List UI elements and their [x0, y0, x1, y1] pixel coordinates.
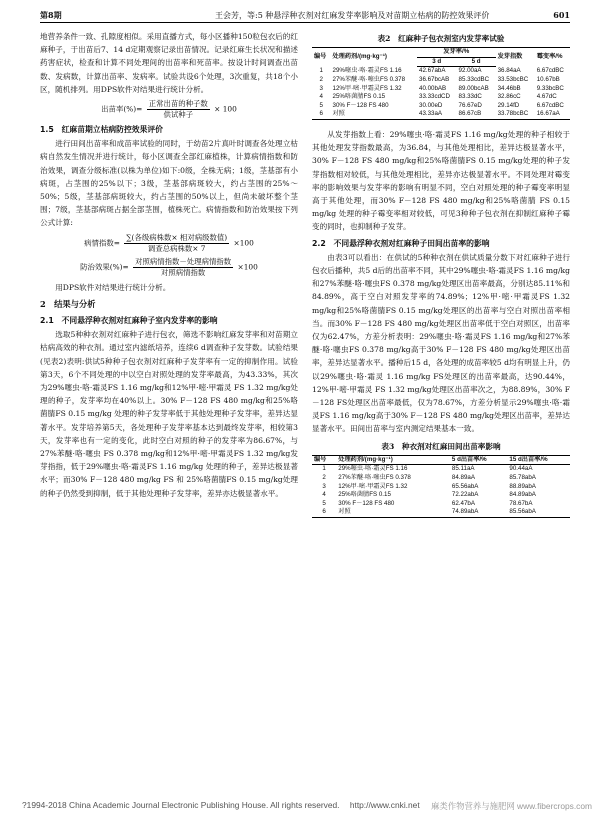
table-header-cell: 编号 [312, 48, 331, 67]
section-heading: 2.2 不同悬浮种衣剂对红麻种子田间出苗率的影响 [312, 238, 490, 248]
right-column [312, 30, 570, 518]
table-cell: 27%苯醚·咯·噻虫FS 0.378 [338, 474, 411, 482]
formula-denominator: 对照病情指数 [160, 267, 206, 277]
paragraph: 从发芽指数上看：29%噻虫·咯·霜灵FS 1.16 mg/kg处理的种子相较于其他处理发芽指数最高，为36.84，与其他处理相比，差异达极显著水平，30% F－128 FS 480 mg/kg和25%咯菌腈FS 0.15 mg/kg处理的种子发芽指数相对较低，与其他处理相比，差异亦达极显著水平。不同处理对霉变率的影响效果与发芽率的影响有明显不同，空白对照处理的种子霉变率明显高于其他处理，而30% F－128 FS 480 mg/kg和25%咯菌腈 FS 0.15 mg/kg 处理的种子霉变率相对较低，可见3种种子包衣剂在抑制红麻种子霉变的同时，也抑制种子发芽。 [312, 129, 570, 232]
table-cell: 36.84aA [497, 67, 521, 75]
formula-lhs: 出苗率(%)= [101, 104, 143, 114]
table-cell: 33.78bcBC [496, 110, 535, 119]
table-cell: 92.00aA [458, 67, 482, 75]
formula-numerator: 正常出苗的种子数 [148, 99, 208, 109]
table-cell: 86.67cB [457, 110, 496, 119]
table-cell: 33.53bcBC [497, 75, 529, 83]
table-cell: 30% F－128 FS 480 [332, 101, 389, 109]
table-cell: 84.89aA [451, 474, 475, 482]
table-cell: 6.67cdBC [536, 101, 564, 109]
table-cell: 89.00bcAB [458, 84, 489, 92]
field-emergence-table [312, 455, 570, 518]
section-heading: 2.1 不同悬浮种衣剂对红麻种子室内发芽率的影响 [40, 316, 218, 326]
paragraph: 由表3可以看出：在供试的5种种衣剂在供试质量分数下对红麻种子进行包衣后播种，共5 d后的出苗率不同，其中29%噻虫·咯·霜灵FS 1.16 mg/kg和27%苯醚·咯·噻虫FS 0.378 mg/kg处理区出苗率最高，分别达85.11%和84.89%，高于空白对照发芽率的74.89%；12%甲·嘧·甲霜灵FS 1.32 mg/kg和25%咯菌腈FS 0.15 mg/kg处理区的出苗率与空白对照出苗率相当。而30% F－128 FS 480 mg/kg处理区出苗率低于空白对照区，出苗率仅为62.47%，方差分析表明：29%噻虫·咯·霜灵FS 1.16 mg/kg和27%苯醚·咯·噻虫FS 0.378 mg/kg高于30% F－128 FS 480 mg/kg处理区出苗率，差异达显著水平。播种后15 d，各处理的成苗率较5 d均有明显上升，仍以29%噻虫·咯·霜灵 1.16 mg/kg FS处理区的出苗率最高，达90.44%，12%甲·嘧·甲霜灵 FS 1.32 mg/kg处理区出苗率次之，为88.89%，30% F－128 FS处理区出苗率最低，仅为78.67%，方差分析显示29%噻虫·咯·霜灵FS 1.16 mg/kg高于30% F－128 FS 480 mg/kg处理区出苗率，差异达显著水平。田间出苗率与室内测定结果基本一致。 [312, 252, 570, 434]
table-cell: 62.47bA [451, 499, 475, 507]
table-cell: 83.33dC [458, 93, 482, 101]
table-cell: 33.33cdCD [419, 93, 450, 101]
table-cell: 90.44aA [509, 465, 533, 473]
table-cell: 34.46bB [497, 84, 521, 92]
section-heading: 2 结果与分析 [40, 298, 96, 309]
table-cell: 27%苯醚·咯·噻虫FS 0.378 [332, 75, 406, 83]
table-row [312, 465, 570, 474]
footer-url[interactable]: http://www.cnki.net [349, 800, 420, 810]
table-cell: 29%噻虫·咯·霜灵FS 1.16 [332, 67, 402, 75]
disease-index-formula [40, 233, 298, 254]
table-cell: 74.89abA [450, 508, 507, 517]
table-cell: 30% F－128 FS 480 [338, 499, 395, 507]
formula-multiplier: ×100 [237, 262, 258, 272]
table-cell: 4.67dC [536, 93, 557, 101]
formula-fraction [124, 233, 229, 254]
table-header-cell: 5 d出苗率/% [450, 455, 507, 465]
formula-denominator: 供试种子 [163, 110, 194, 120]
table-cell: 40.00bAB [419, 84, 447, 92]
paragraph: 进行田间出苗率和成苗率试验的同时，于幼苗2片真叶时调查各处理立枯病自然发生情况并进行统计，每小区调查全部红麻植株，计算病情指数和防治效果，调查分级标准(以株为单位)如下:0级，全株无病；1级，茎基部有小病斑，占茎围的25%以下；3级，茎基部病斑较大，约占茎围的25%～50%；5级，茎基部病斑较大，约占茎围的50%以上，但尚未破坏整个茎围；7级，茎基部病斑占据全部茎围，植株死亡。病情指数和防治效果按下列公式计算: [40, 139, 298, 228]
table-header-cell: 编号 [312, 455, 336, 465]
table-row [312, 76, 570, 85]
table-header-cell: 3 d [417, 57, 457, 67]
paragraph: 地营养条件一致、孔隙度相似。采用直播方式，每小区播种150粒包衣后的红麻种子，于出苗后7、14 d定期观察记录出苗情况。记录红麻生长状况和描述药害症状，检查和计算不同处理间的出苗率和死苗率。按设计时间调查出苗数、发病数，计算出苗率、发病率。试验共设6个处理，3次重复，共18个小区，随机排列。用DPS软件对结果进行统计分析。 [40, 32, 298, 94]
table-header-cell: 5 d [457, 57, 496, 67]
table-header-cell: 15 d出苗率/% [507, 455, 570, 465]
table-row [312, 102, 570, 111]
formula-fraction [133, 257, 233, 278]
table-caption: 表2 红麻种子包衣剂室内发芽率试验 [377, 34, 505, 43]
formula-denominator: 调查总病株数× 7 [147, 243, 206, 253]
formula-multiplier: × 100 [214, 104, 237, 114]
table-cell: 5 [322, 499, 326, 507]
paragraph: 选取5种种衣剂对红麻种子进行包衣，筛选不影响红麻发芽率和对苗期立枯病高效的种衣剂。通过室内滤纸培养，连续6 d调查种子发芽数。试验结果(见表2)表明:供试5种种子包衣剂对红麻种子发芽率有一定的抑制作用。试验第3天，6个不同处理的中以空白对照处理的发芽率最高，为43.33%，其次为29%噻虫·咯·霜灵FS 1.16 mg/kg和12%甲·嘧·甲霜灵 FS 1.32 mg/kg处理的种子，发芽率均在40%以上。30% F－128 FS 480 mg/kg和25%咯菌腈FS 0.15 mg/kg 处理的种子发芽率低于其他处理种子发芽率，差异达显著水平。发芽培养第5天，各处理种子发芽率基本达到最终发芽率，相较第3天，发芽率也有一定的变化，此时空白对照的种子的发芽率为86.67%，与27%苯醚·咯·噻虫 FS 0.378 mg/kg和12%甲·嘧·甲霜灵FS 1.32 mg/kg发芽指指，低于29%噻虫·咯·霜灵FS 1.16 mg/kg 处理的种子，差异达极显著水平；而30% F－128 480 mg/kg FS 和 25%咯菌腈FS 0.15 mg/kg处理的种子仍然受到抑制，低于其他处理种子发芽率，差异亦达极显著水平。 [40, 330, 298, 498]
table-cell: 85.56abA [507, 508, 570, 517]
table-cell: 4 [322, 491, 326, 499]
table-cell: 76.67eD [458, 101, 482, 109]
table-cell: 12%甲·嘧·甲霜灵FS 1.32 [338, 482, 408, 490]
table-header-cell: 处理药剂/(mg·kg⁻¹) [336, 455, 450, 465]
table-cell: 32.86cC [497, 93, 521, 101]
table-cell: 16.67aA [535, 110, 570, 119]
page-number: 601 [553, 10, 570, 20]
table-row [312, 110, 570, 119]
formula-multiplier: ×100 [233, 238, 254, 248]
table-cell: 29%噻虫·咯·霜灵FS 1.16 [338, 465, 408, 473]
table-cell: 6 [312, 508, 336, 517]
formula-lhs: 病情指数= [84, 238, 120, 248]
table-cell: 36.67bcAB [419, 75, 450, 83]
formula-numerator: ∑(各级病株数× 相对病级数值) [126, 232, 228, 242]
table-cell: 3 [319, 84, 323, 92]
table-cell: 2 [319, 75, 323, 83]
table-row [312, 67, 570, 76]
table-cell: 85.78abA [509, 474, 536, 482]
table-header-cell: 处理药剂/(mg·kg⁻¹) [331, 48, 418, 67]
table-cell: 对照 [331, 110, 418, 119]
table-caption: 表3 种衣剂对红麻田间出苗率影响 [381, 441, 501, 451]
left-column [40, 30, 298, 500]
table-cell: 3 [322, 482, 326, 490]
running-header [40, 10, 570, 23]
table-cell: 1 [322, 465, 326, 473]
table-row [312, 85, 570, 94]
formula-lhs: 防治效果(%)= [80, 262, 129, 272]
table-cell: 25%咯菌腈FS 0.15 [338, 491, 391, 499]
table-cell: 25%咯菌腈FS 0.15 [332, 93, 386, 101]
table-row [312, 474, 570, 483]
table-header-cell: 霉变率/% [535, 48, 570, 67]
formula-numerator: 对照病情指数－处理病情指数 [135, 256, 232, 266]
germination-table [312, 47, 570, 120]
table-cell: 1 [319, 67, 323, 75]
table-cell: 65.56abA [451, 482, 479, 490]
table-cell: 10.67bB [536, 75, 560, 83]
table-cell: 84.89abA [509, 491, 536, 499]
table-cell: 42.67abA [419, 67, 446, 75]
table-cell: 78.67bA [509, 499, 533, 507]
emergence-rate-formula [40, 99, 298, 120]
table-row [312, 483, 570, 492]
table-cell: 6.67cdBC [536, 67, 564, 75]
table-row [312, 93, 570, 102]
issue-number: 第8期 [40, 10, 62, 20]
table-cell: 43.33aA [417, 110, 457, 119]
copyright-notice: ?1994-2018 China Academic Journal Electronic Publishing House. All rights reserved. [22, 800, 340, 810]
table-cell: 88.89abA [509, 482, 536, 490]
table-cell: 29.14fD [497, 101, 520, 109]
paragraph: 用DPS软件对结果进行统计分析。 [55, 282, 171, 292]
table-cell: 72.22abA [451, 491, 479, 499]
table-cell: 12%甲·嘧·甲霜灵FS 1.32 [332, 84, 402, 92]
table-cell: 对照 [336, 508, 450, 517]
table-cell: 6 [312, 110, 331, 119]
table-cell: 9.33bcBC [536, 84, 564, 92]
section-heading: 1.5 红麻苗期立枯病防控效果评价 [40, 125, 163, 135]
table-header-cell: 发芽率/% [417, 48, 496, 58]
control-effect-formula [40, 257, 298, 278]
table-cell: 4 [319, 93, 323, 101]
formula-fraction [147, 99, 210, 120]
table-cell: 5 [319, 101, 323, 109]
table-cell: 30.00eD [419, 101, 443, 109]
table-cell: 2 [322, 474, 326, 482]
table-cell: 85.11aA [451, 465, 475, 473]
table-row [312, 508, 570, 517]
running-title: 王会芳，等:5 种悬浮种衣剂对红麻发芽率影响及对苗期立枯病的防控效果评价 [215, 11, 490, 20]
table-header-cell: 发芽指数 [496, 48, 535, 67]
watermark: 麻类作物营养与施肥网 www.fibercrops.com [430, 801, 592, 811]
footer [22, 800, 592, 810]
table-cell: 85.33cdBC [458, 75, 490, 83]
table-row [312, 491, 570, 500]
